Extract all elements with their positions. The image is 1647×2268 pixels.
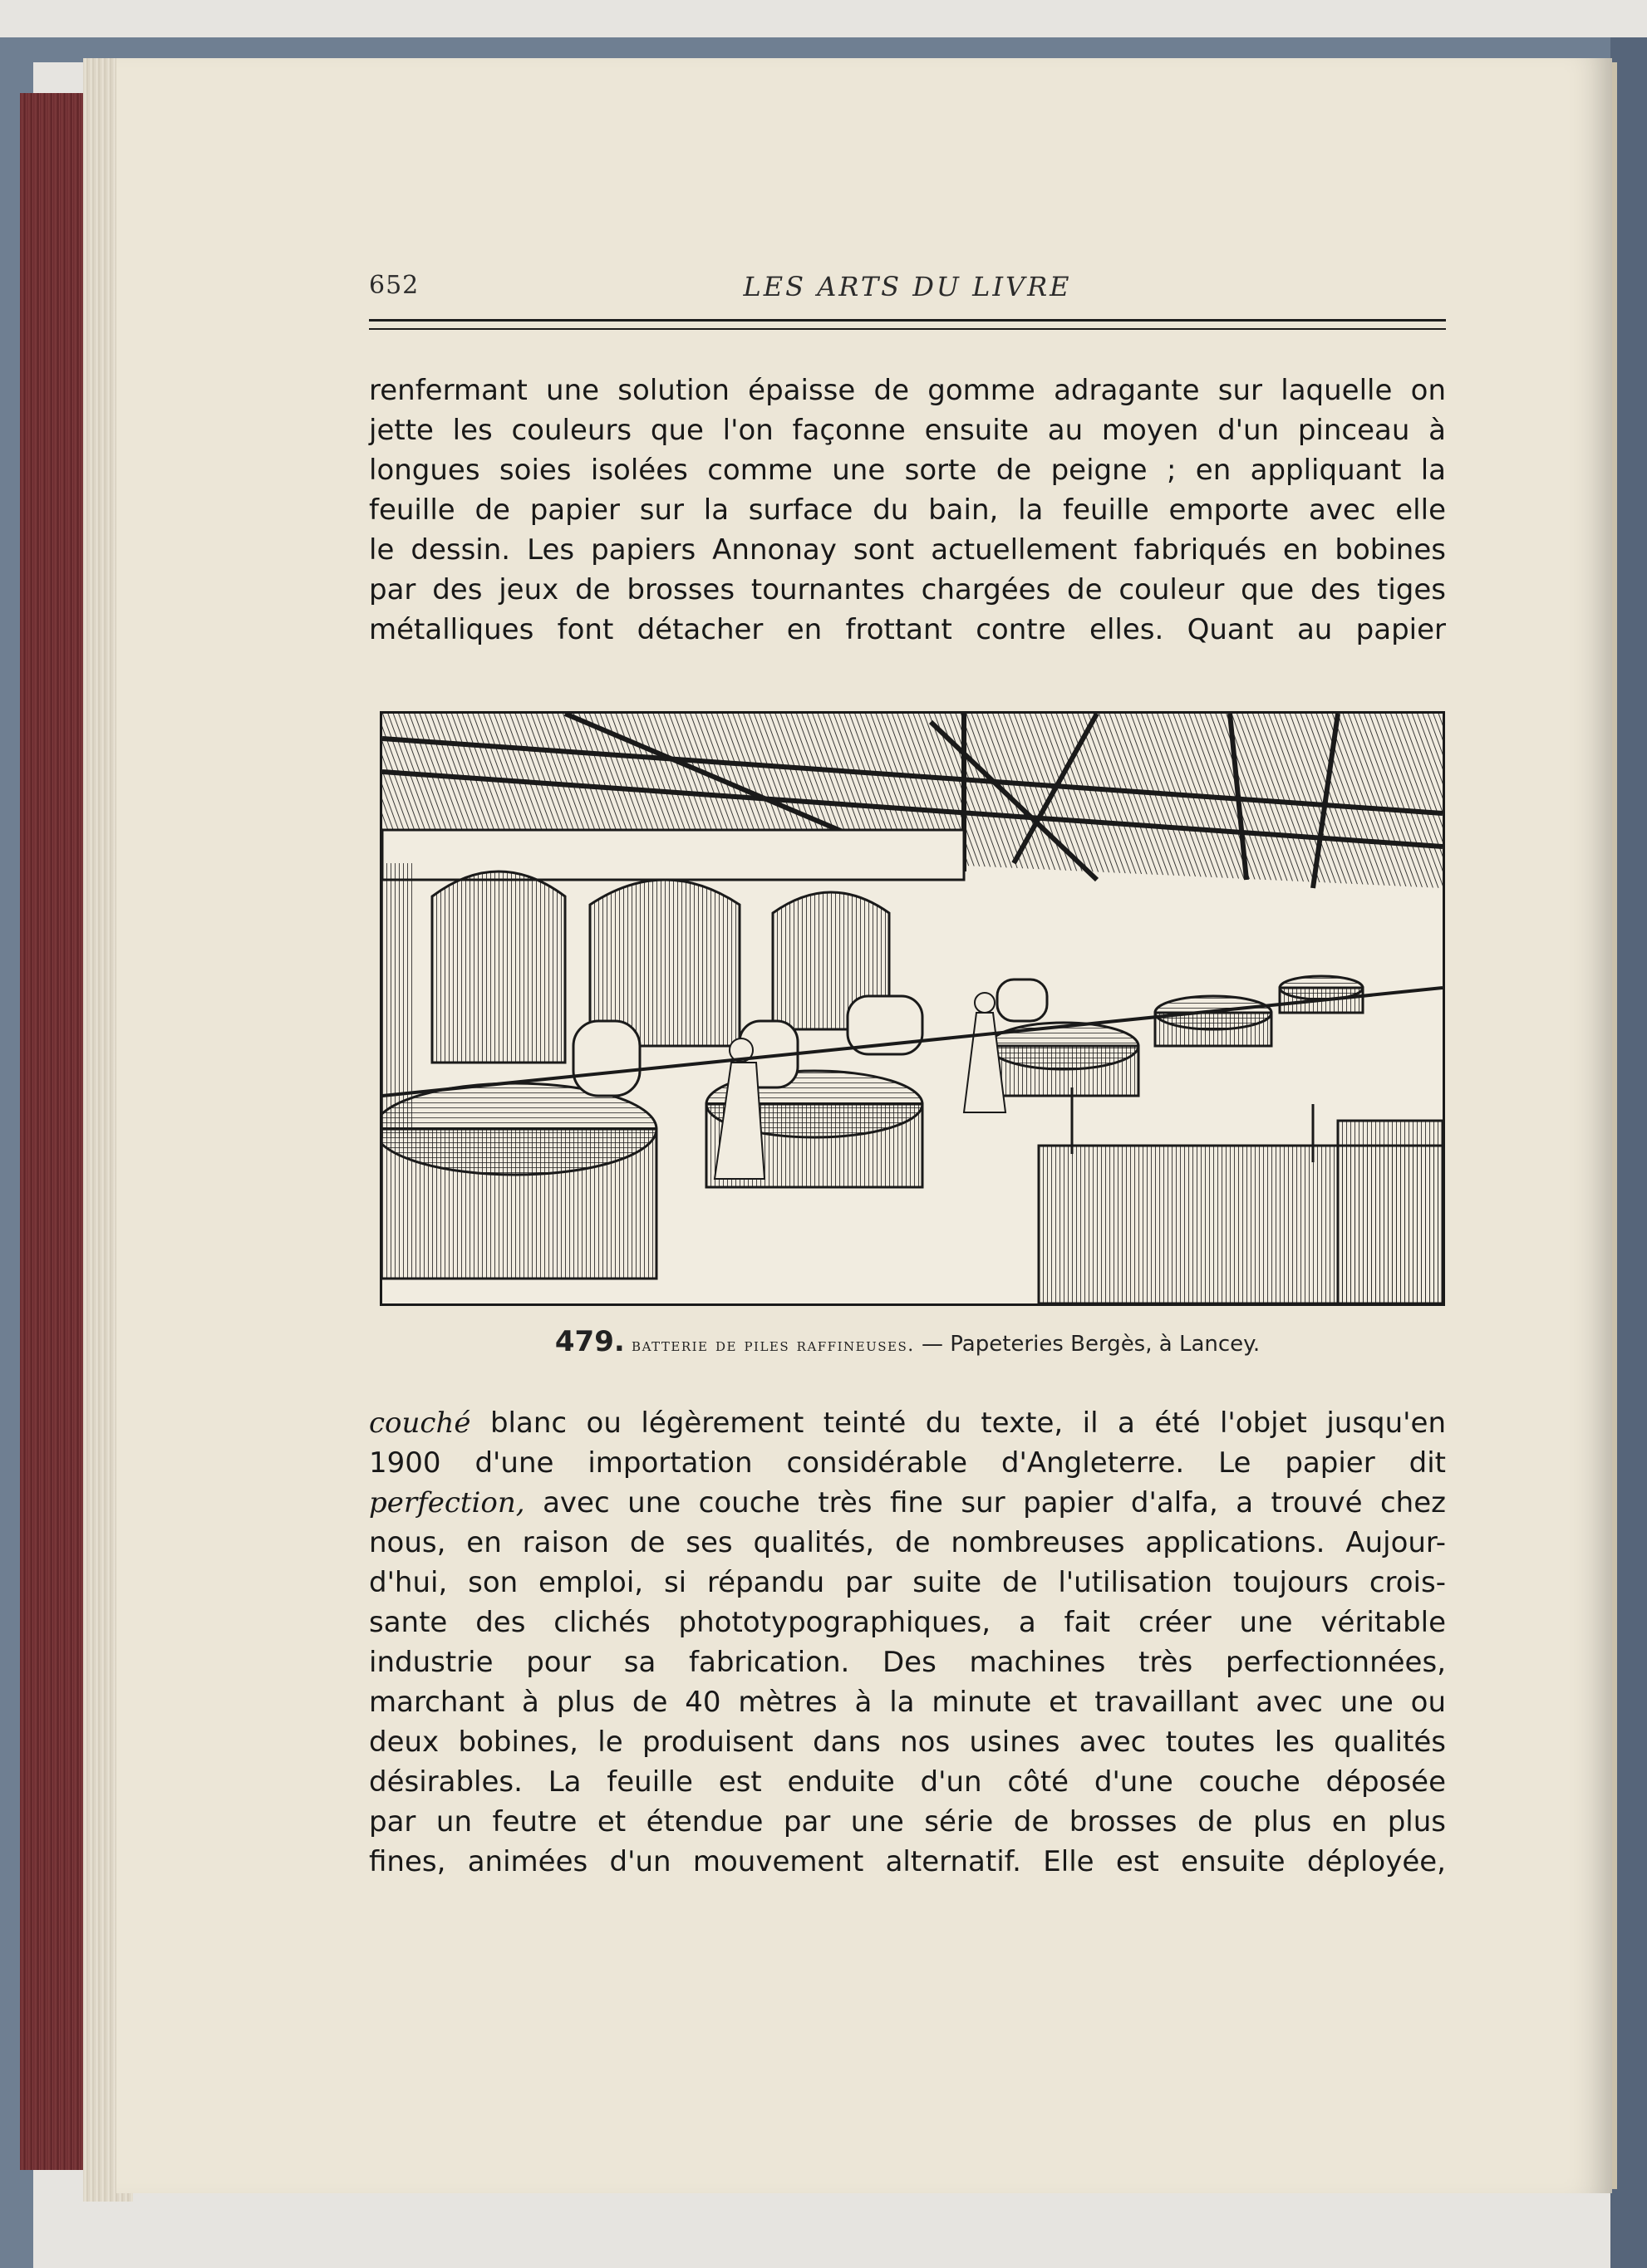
book-page-edges-red — [20, 93, 91, 2170]
text-line — [369, 1483, 1446, 1523]
text-run: avec une couche très fine sur papier d'alfa, a trouvé chez — [524, 1486, 1446, 1519]
caption-dash: — — [922, 1332, 943, 1357]
text-line: industrie pour sa fabrication. Des machines très perfectionnées, — [369, 1646, 1446, 1679]
text-line: longues soies isolées comme une sorte de peigne ; en appliquant la — [369, 454, 1446, 487]
text-line: le dessin. Les papiers Annonay sont actuellement fabriqués en bobines — [369, 533, 1446, 567]
illustration-paper-mill — [380, 711, 1445, 1306]
text-line: 1900 d'une importation considérable d'Angleterre. Le papier dit — [369, 1446, 1446, 1480]
text-line: par un feutre et étendue par une série de brosses de plus en plus — [369, 1805, 1446, 1838]
caption-title: batterie de piles raffineuses. — [632, 1335, 915, 1356]
text-line: deux bobines, le produisent dans nos usines avec toutes les qualités — [369, 1726, 1446, 1759]
caption-source: Papeteries Bergès, à Lancey. — [950, 1332, 1261, 1357]
header-rule-bottom — [369, 328, 1446, 330]
text-line: par des jeux de brosses tournantes chargées de couleur que des tiges — [369, 573, 1446, 606]
text-line: marchant à plus de 40 mètres à la minute et travaillant avec une ou — [369, 1686, 1446, 1719]
text-run: blanc ou légèrement teinté du texte, il a été l'objet jusqu'en — [470, 1406, 1446, 1440]
text-line: d'hui, son emploi, si répandu par suite de l'utilisation toujours crois- — [369, 1566, 1446, 1599]
page-number: 652 — [369, 271, 420, 300]
text-line: fines, animées d'un mouvement alternatif. Elle est ensuite déployée, — [369, 1845, 1446, 1878]
running-title: LES ARTS DU LIVRE — [743, 271, 1072, 302]
page-right-edge — [1612, 62, 1617, 2189]
text-line: sante des clichés phototypographiques, a fait créer une véritable — [369, 1606, 1446, 1639]
text-line: renfermant une solution épaisse de gomme adragante sur laquelle on — [369, 374, 1446, 407]
text-line: jette les couleurs que l'on façonne ensuite au moyen d'un pinceau à — [369, 414, 1446, 447]
text-line: métalliques font détacher en frottant contre elles. Quant au papier — [369, 613, 1446, 646]
text-line — [369, 1403, 1446, 1443]
header-rule-top — [369, 319, 1446, 322]
paragraph-top — [369, 371, 1446, 650]
italic-word: couché — [369, 1406, 471, 1440]
figure-caption — [369, 1325, 1446, 1358]
figure-number: 479. — [554, 1325, 625, 1358]
paragraph-bottom — [369, 1403, 1446, 1882]
text-line: désirables. La feuille est enduite d'un côté d'une couche déposée — [369, 1765, 1446, 1799]
page-header — [369, 271, 1446, 304]
italic-word: perfection, — [369, 1486, 525, 1519]
text-line: nous, en raison de ses qualités, de nombreuses applications. Aujour- — [369, 1526, 1446, 1559]
engraving-illustration — [382, 714, 1443, 1303]
text-line: feuille de papier sur la surface du bain, la feuille emporte avec elle — [369, 493, 1446, 527]
